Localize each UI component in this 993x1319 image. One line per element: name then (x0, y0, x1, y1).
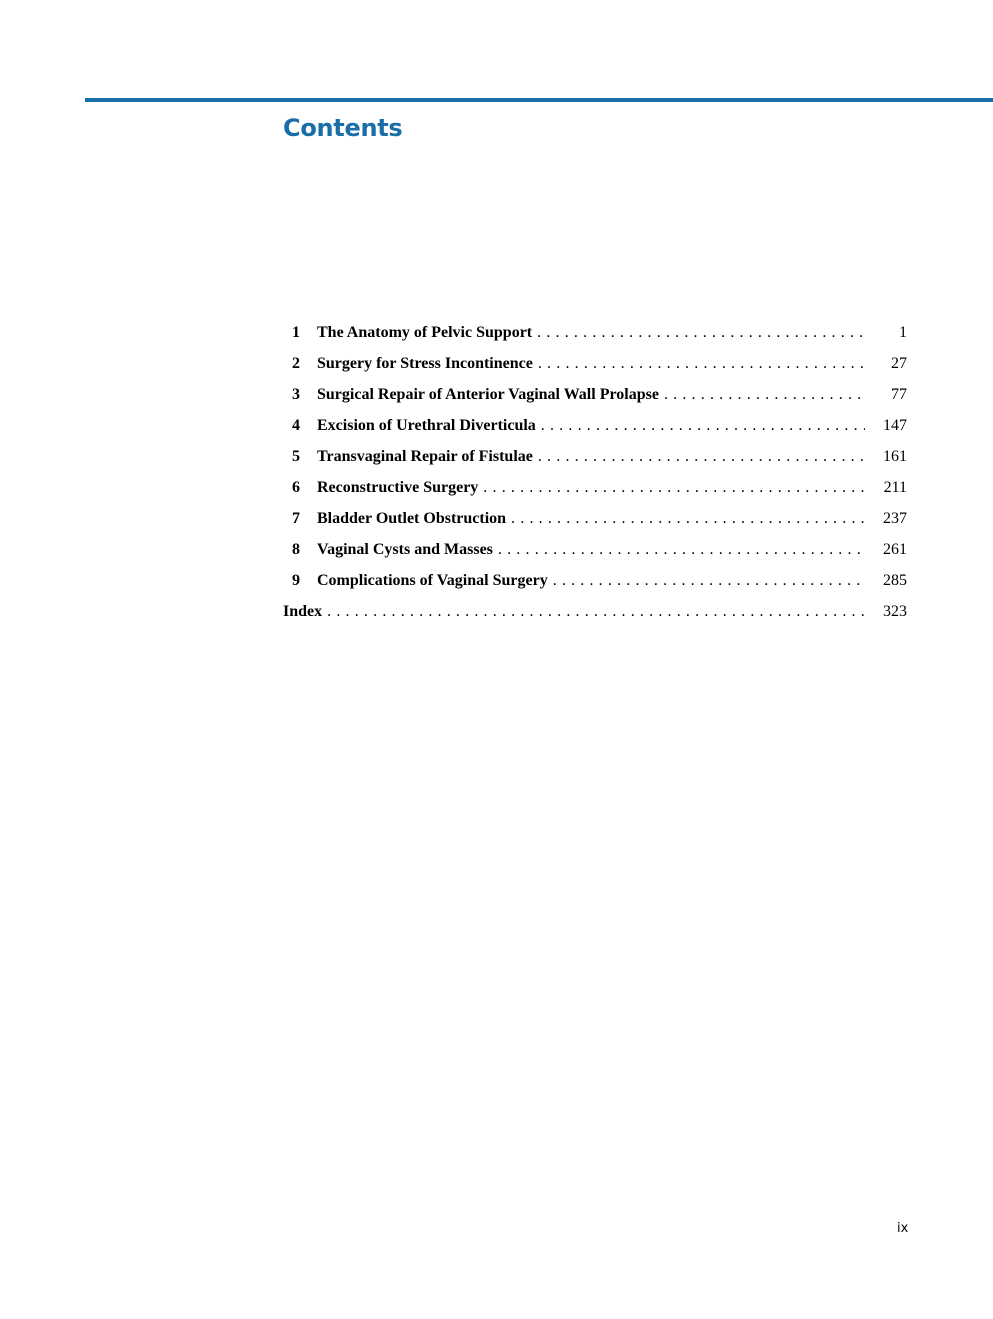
chapter-number: 6 (292, 479, 300, 496)
chapter-title[interactable]: Reconstructive Surgery (317, 479, 479, 496)
dot-leader (511, 506, 865, 532)
dot-leader (483, 475, 865, 501)
page-number: 147 (883, 417, 907, 434)
page-folio: ix (897, 1221, 909, 1236)
page-number: 161 (883, 448, 907, 465)
index-title[interactable]: Index (283, 603, 323, 620)
page-number: 285 (883, 572, 907, 589)
table-of-contents (283, 320, 907, 630)
dot-leader (538, 351, 865, 377)
header-rule (85, 98, 993, 102)
page-number: 1 (899, 324, 907, 341)
toc-entry[interactable] (283, 320, 907, 351)
dot-leader (541, 413, 865, 439)
chapter-title[interactable]: Vaginal Cysts and Masses (317, 541, 493, 558)
toc-entry-index[interactable] (283, 599, 907, 630)
chapter-number: 7 (292, 510, 300, 527)
toc-entry[interactable] (283, 537, 907, 568)
chapter-title[interactable]: Surgery for Stress Incontinence (317, 355, 533, 372)
chapter-number: 8 (292, 541, 300, 558)
chapter-title[interactable]: The Anatomy of Pelvic Support (317, 324, 533, 341)
toc-entry[interactable] (283, 413, 907, 444)
dot-leader (664, 382, 865, 408)
chapter-title[interactable]: Complications of Vaginal Surgery (317, 572, 548, 589)
page-number: 261 (883, 541, 907, 558)
dot-leader (327, 599, 865, 625)
chapter-title[interactable]: Bladder Outlet Obstruction (317, 510, 507, 527)
chapter-title[interactable]: Surgical Repair of Anterior Vaginal Wall Prolapse (317, 386, 659, 403)
chapter-title[interactable]: Excision of Urethral Diverticula (317, 417, 536, 434)
chapter-number: 9 (292, 572, 300, 589)
chapter-number: 5 (292, 448, 300, 465)
page-title: Contents (283, 114, 403, 142)
dot-leader (553, 568, 865, 594)
toc-entry[interactable] (283, 506, 907, 537)
toc-entry[interactable] (283, 568, 907, 599)
page-number: 323 (883, 603, 907, 620)
dot-leader (537, 320, 865, 346)
page-number: 237 (883, 510, 907, 527)
toc-entry[interactable] (283, 351, 907, 382)
toc-entry[interactable] (283, 475, 907, 506)
chapter-number: 2 (292, 355, 300, 372)
toc-entry[interactable] (283, 444, 907, 475)
chapter-number: 3 (292, 386, 300, 403)
page-number: 77 (891, 386, 907, 403)
dot-leader (538, 444, 865, 470)
chapter-number: 4 (292, 417, 300, 434)
chapter-title[interactable]: Transvaginal Repair of Fistulae (317, 448, 533, 465)
toc-entry[interactable] (283, 382, 907, 413)
chapter-number: 1 (292, 324, 300, 341)
page-number: 27 (891, 355, 907, 372)
page-number: 211 (883, 479, 907, 496)
dot-leader (498, 537, 865, 563)
